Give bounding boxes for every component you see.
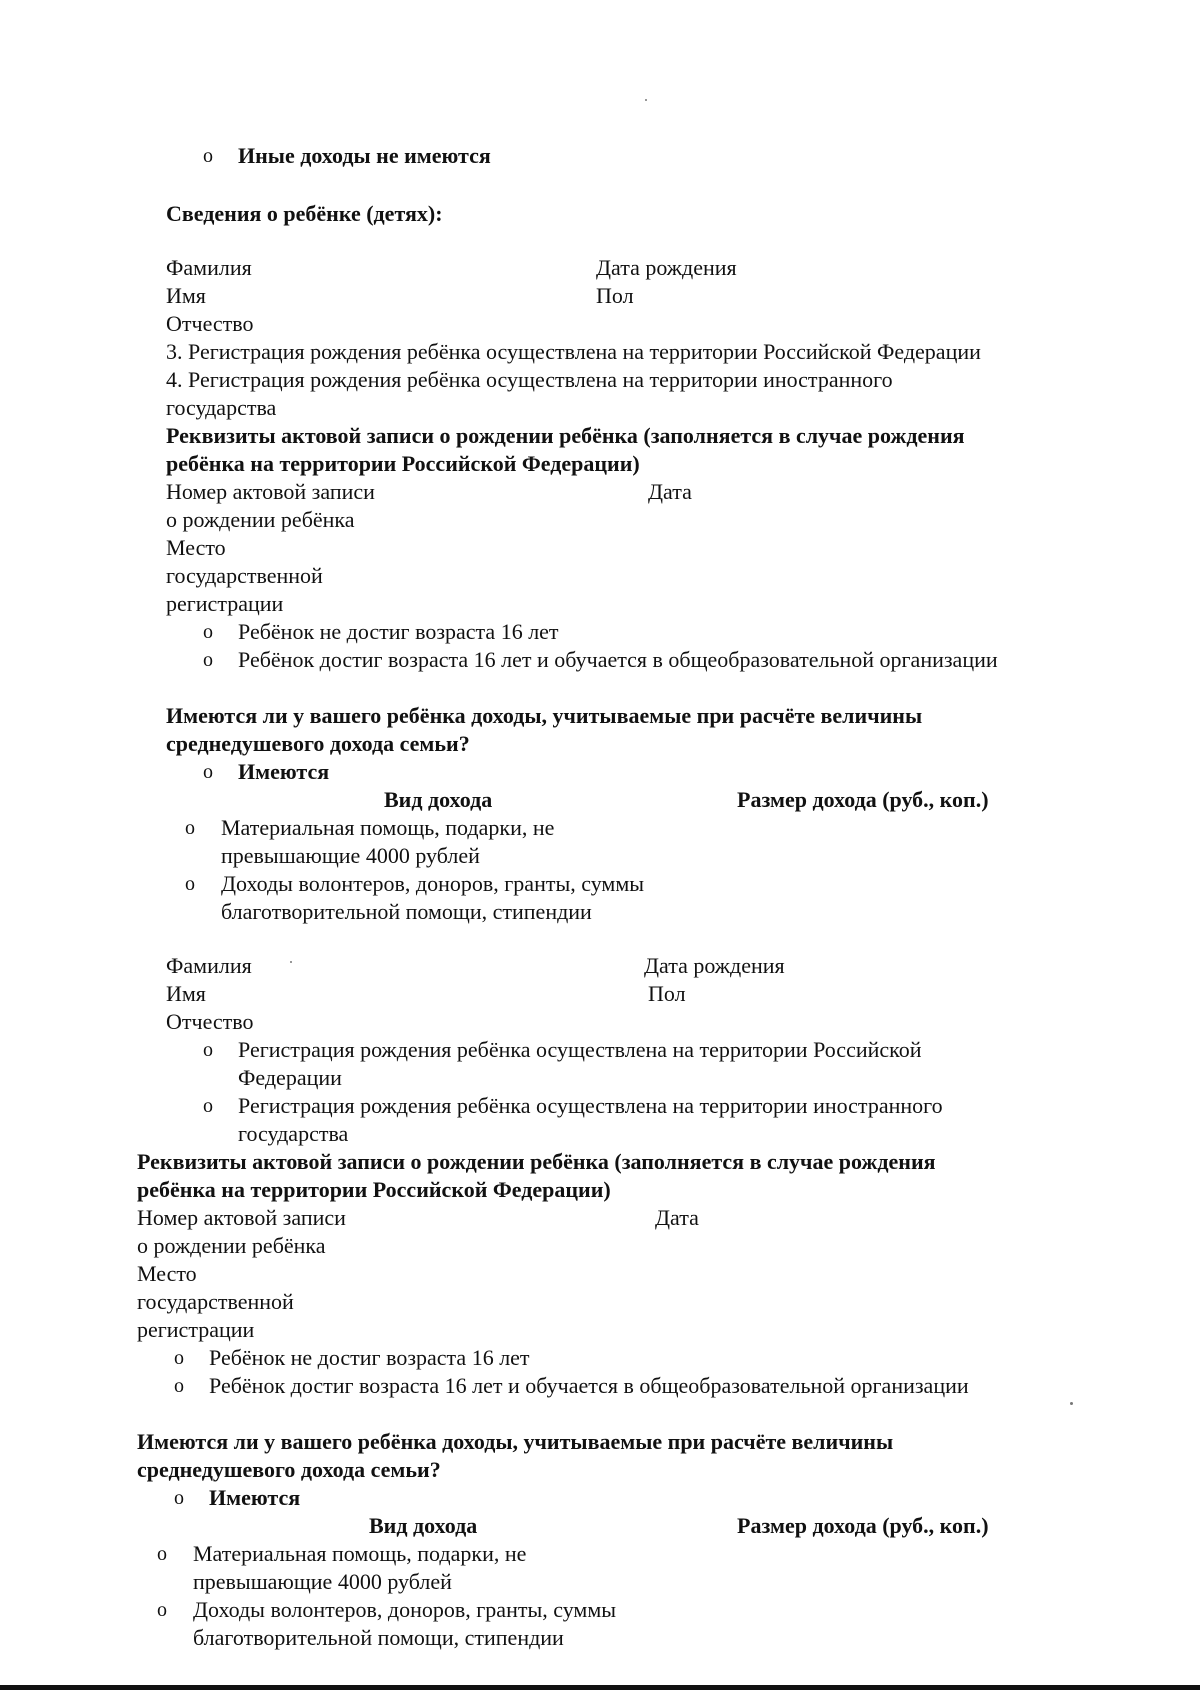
- child2-income-item1: Материальная помощь, подарки, не: [193, 1541, 527, 1566]
- child1-record-number-label-cont: о рождении ребёнка: [166, 507, 355, 532]
- scan-speck: [645, 99, 647, 101]
- child2-income-item2-cont: благотворительной помощи, стипендии: [193, 1625, 564, 1650]
- child2-reg-rf-label-cont: Федерации: [238, 1065, 342, 1090]
- child1-record-heading: Реквизиты актовой записи о рождении ребёнка (заполняется в случае рождения: [166, 423, 965, 448]
- child1-income-item2: Доходы волонтеров, доноров, гранты, суммы: [221, 871, 645, 896]
- child2-radio-reg-foreign[interactable]: o: [203, 1095, 213, 1117]
- child2-radio-over-16[interactable]: o: [174, 1375, 184, 1397]
- child2-reg-rf-label: Регистрация рождения ребёнка осуществлена на территории Российской: [238, 1037, 922, 1062]
- other-income-label: Иные доходы не имеются: [238, 143, 491, 168]
- child2-record-number-label: Номер актовой записи: [137, 1205, 346, 1230]
- child2-record-heading: Реквизиты актовой записи о рождении ребёнка (заполняется в случае рождения: [137, 1149, 936, 1174]
- child1-reg-foreign: 4. Регистрация рождения ребёнка осуществлена на территории иностранного: [166, 367, 893, 392]
- child1-reg-rf: 3. Регистрация рождения ребёнка осуществлена на территории Российской Федерации: [166, 339, 981, 364]
- child1-record-number-label: Номер актовой записи: [166, 479, 375, 504]
- child2-income-question: Имеются ли у вашего ребёнка доходы, учитываемые при расчёте величины: [137, 1429, 894, 1454]
- child1-over-16-label: Ребёнок достиг возраста 16 лет и обучается в общеобразовательной организации: [238, 647, 998, 672]
- child1-radio-income-item1[interactable]: o: [185, 817, 195, 839]
- child1-radio-has-income[interactable]: o: [203, 761, 213, 783]
- child2-reg-foreign-label: Регистрация рождения ребёнка осуществлена на территории иностранного: [238, 1093, 943, 1118]
- scan-speck: [1070, 1402, 1073, 1405]
- child2-income-question-cont: среднедушевого дохода семьи?: [137, 1457, 441, 1482]
- child2-reg-foreign-label-cont: государства: [238, 1121, 349, 1146]
- child2-place-label: Место: [137, 1261, 197, 1286]
- child1-surname-label: Фамилия: [166, 255, 252, 280]
- child2-place-label-cont2: регистрации: [137, 1317, 255, 1342]
- radio-other-income[interactable]: o: [203, 145, 213, 167]
- child1-radio-income-item2[interactable]: o: [185, 873, 195, 895]
- child1-patronymic-label: Отчество: [166, 311, 254, 336]
- child1-income-question-cont: среднедушевого дохода семьи?: [166, 731, 470, 756]
- child1-col-income-type: Вид дохода: [384, 787, 493, 812]
- child2-has-income-label: Имеются: [209, 1485, 301, 1510]
- child1-income-item1: Материальная помощь, подарки, не: [221, 815, 555, 840]
- child1-income-question: Имеются ли у вашего ребёнка доходы, учитываемые при расчёте величины: [166, 703, 923, 728]
- child1-place-label-cont: государственной: [166, 563, 323, 588]
- child1-has-income-label: Имеются: [238, 759, 330, 784]
- child2-surname-label: Фамилия: [166, 953, 252, 978]
- child1-place-label-cont2: регистрации: [166, 591, 284, 616]
- child1-income-item1-cont: превышающие 4000 рублей: [221, 843, 480, 868]
- child1-col-income-amount: Размер дохода (руб., коп.): [737, 787, 989, 812]
- children-section-heading: Сведения о ребёнке (детях):: [166, 201, 443, 226]
- child1-reg-foreign-cont: государства: [166, 395, 277, 420]
- child2-patronymic-label: Отчество: [166, 1009, 254, 1034]
- child1-radio-over-16[interactable]: o: [203, 649, 213, 671]
- child2-sex-label: Пол: [648, 981, 686, 1006]
- child2-radio-has-income[interactable]: o: [174, 1487, 184, 1509]
- child2-record-heading-cont: ребёнка на территории Российской Федерации): [137, 1177, 611, 1202]
- child2-record-date-label: Дата: [655, 1205, 699, 1230]
- child1-name-label: Имя: [166, 283, 206, 308]
- child1-radio-under-16[interactable]: o: [203, 621, 213, 643]
- child2-col-income-amount: Размер дохода (руб., коп.): [737, 1513, 989, 1538]
- child2-radio-income-item1[interactable]: o: [157, 1543, 167, 1565]
- child2-over-16-label: Ребёнок достиг возраста 16 лет и обучается в общеобразовательной организации: [209, 1373, 969, 1398]
- child2-under-16-label: Ребёнок не достиг возраста 16 лет: [209, 1345, 530, 1370]
- child2-place-label-cont: государственной: [137, 1289, 294, 1314]
- child2-name-label: Имя: [166, 981, 206, 1006]
- child1-record-heading-cont: ребёнка на территории Российской Федерации): [166, 451, 640, 476]
- child1-under-16-label: Ребёнок не достиг возраста 16 лет: [238, 619, 559, 644]
- child1-income-item2-cont: благотворительной помощи, стипендии: [221, 899, 592, 924]
- child1-sex-label: Пол: [596, 283, 634, 308]
- scan-speck: [290, 961, 292, 963]
- child2-radio-income-item2[interactable]: o: [157, 1599, 167, 1621]
- child2-radio-reg-rf[interactable]: o: [203, 1039, 213, 1061]
- child2-radio-under-16[interactable]: o: [174, 1347, 184, 1369]
- child2-col-income-type: Вид дохода: [369, 1513, 478, 1538]
- child2-income-item2: Доходы волонтеров, доноров, гранты, суммы: [193, 1597, 617, 1622]
- child1-place-label: Место: [166, 535, 226, 560]
- child1-birth-date-label: Дата рождения: [596, 255, 737, 280]
- child1-record-date-label: Дата: [648, 479, 692, 504]
- child2-record-number-label-cont: о рождении ребёнка: [137, 1233, 326, 1258]
- child2-income-item1-cont: превышающие 4000 рублей: [193, 1569, 452, 1594]
- child2-birth-date-label: Дата рождения: [644, 953, 785, 978]
